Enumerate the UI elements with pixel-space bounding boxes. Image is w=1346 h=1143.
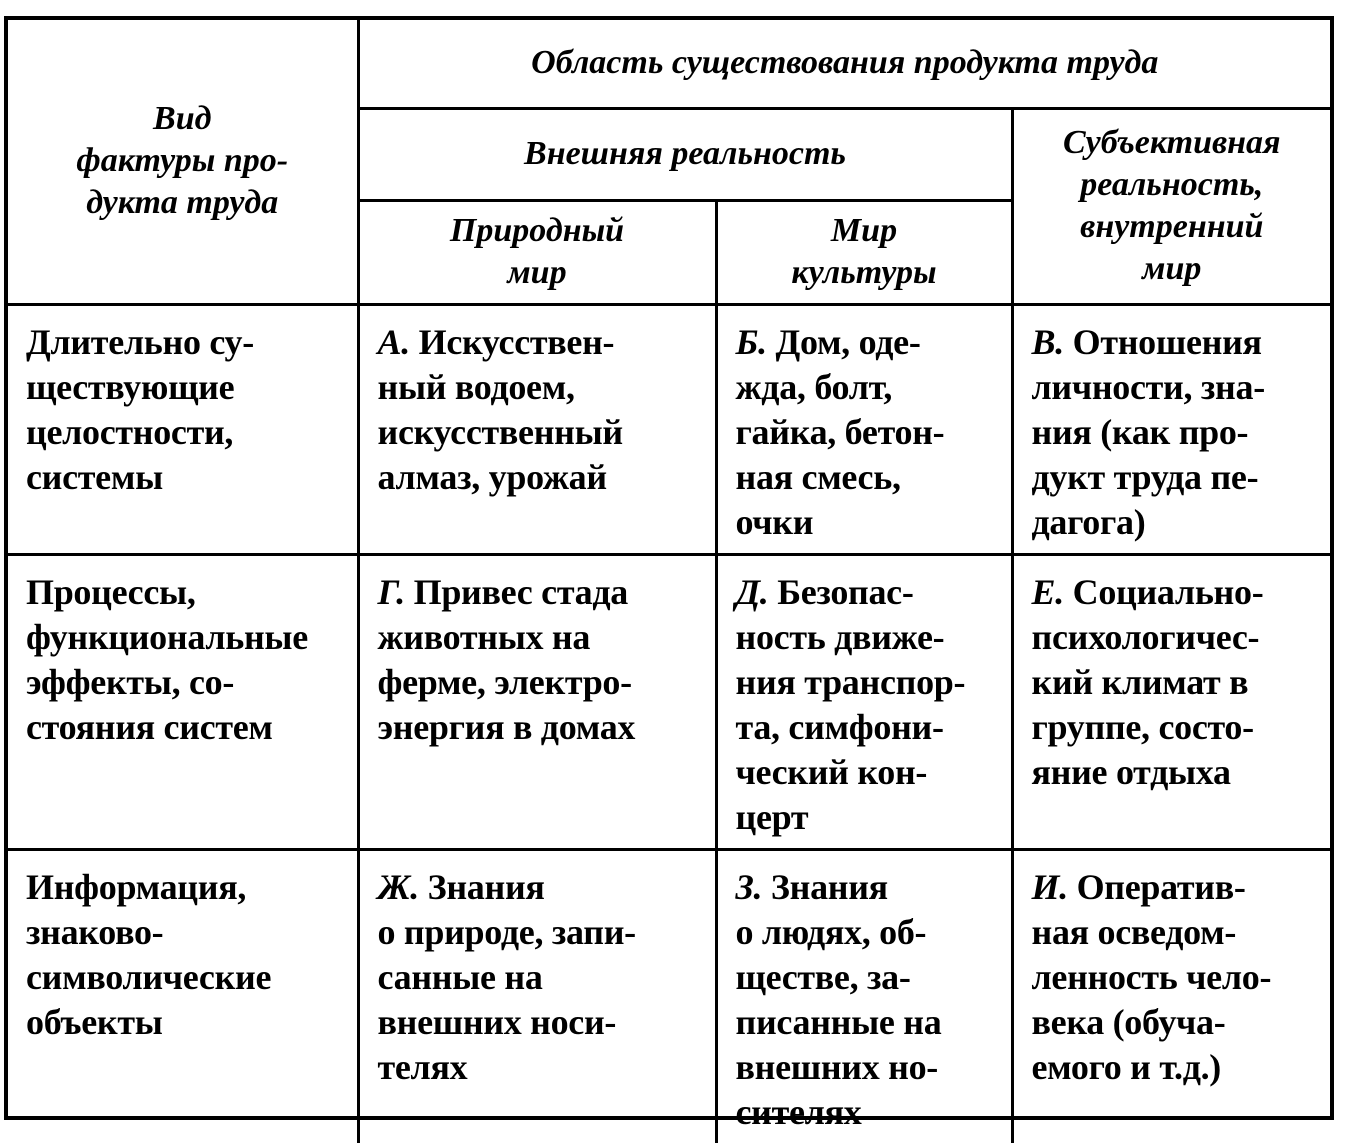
cell-letter: Б. (735, 321, 767, 362)
table-row (8, 554, 1330, 849)
cell-letter: З. (735, 866, 763, 907)
culture-world-title: Мир культуры (791, 212, 937, 291)
culture-world-header (716, 200, 1012, 304)
classification-grid (8, 20, 1330, 1143)
table-cell (358, 849, 716, 1143)
subjective-reality-title: Субъективная реальность, внутренний мир (1062, 124, 1281, 287)
cell-text: Оператив- ная осведом- ленность чело- века (обуча- емого и т.д.) (1031, 866, 1272, 1087)
cell-text: Безопас- ность движе- ния транспор- та, симфони- ческий кон- церт (735, 571, 966, 837)
area-title: Область существования продукта труда (531, 44, 1159, 82)
table-cell (1012, 554, 1330, 849)
table-cell (716, 304, 1012, 554)
cell-text: Знания о людях, об- ществе, за- писанные на внешних но- сителях (735, 866, 942, 1132)
table-cell (716, 849, 1012, 1143)
table-cell (1012, 849, 1330, 1143)
cell-letter: Ж. (377, 866, 419, 907)
cell-letter: И. (1031, 866, 1068, 907)
cell-text: Привес стада животных на ферме, электро- энергия в домах (377, 571, 636, 747)
cell-text: Знания о природе, запи- санные на внешних носи- телях (377, 866, 636, 1087)
cell-letter: В. (1031, 321, 1064, 362)
cell-text: Искусствен- ный водоем, искусственный алмаз, урожай (377, 321, 623, 497)
cell-text: Социально- психологичес- кий климат в группе, состо- яние отдыха (1031, 571, 1264, 792)
table-cell (358, 554, 716, 849)
row-kind-header (8, 20, 358, 304)
natural-world-title: Природный мир (449, 212, 625, 291)
area-header (358, 20, 1330, 108)
row-kind-cell: Длительно су- ществующие целостности, системы (8, 304, 358, 554)
cell-letter: Д. (735, 571, 769, 612)
cell-text: Отношения личности, зна- ния (как про- дукт труда пе- дагога) (1031, 321, 1265, 542)
cell-letter: А. (377, 321, 410, 362)
table-cell (716, 554, 1012, 849)
subjective-reality-header (1012, 108, 1330, 304)
cell-letter: Г. (377, 571, 405, 612)
cell-text: Дом, оде- жда, болт, гайка, бетон- ная смесь, очки (735, 321, 945, 542)
external-reality-title: Внешняя реальность (524, 135, 846, 172)
table-row (8, 304, 1330, 554)
table-cell (358, 304, 716, 554)
row-kind-cell: Информация, знаково- символические объекты (8, 849, 358, 1143)
row-kind-title: Вид фактуры про- дукта труда (76, 100, 289, 222)
cell-letter: Е. (1031, 571, 1064, 612)
natural-world-header (358, 200, 716, 304)
table-row (8, 849, 1330, 1143)
external-reality-header (358, 108, 1012, 200)
row-kind-cell: Процессы, функциональные эффекты, со- стояния систем (8, 554, 358, 849)
table-cell (1012, 304, 1330, 554)
labor-product-table (4, 16, 1334, 1132)
